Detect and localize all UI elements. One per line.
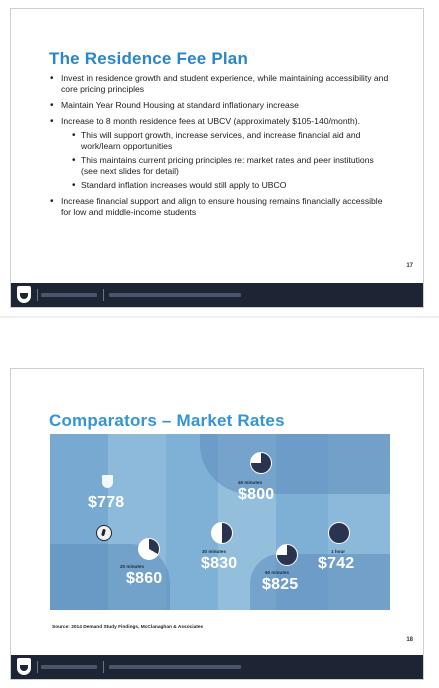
footer-wordmark [41, 293, 97, 297]
slide-title: The Residence Fee Plan [49, 49, 249, 68]
travel-time: 45 minutes [238, 480, 262, 485]
source-note: Source: 2014 Demand Study Findings, McClanaghan & Associates [52, 625, 204, 630]
bullet-item: • Invest in residence growth and student experience, while maintaining accessibility and core pricing principles [61, 73, 391, 95]
travel-time: 60 minutes [265, 570, 289, 575]
bullet-item [61, 116, 391, 191]
sub-bullet-item: • This will support growth, increase services, and increase financial aid and work/learn opportunities [81, 130, 391, 152]
travel-time: 30 minutes [202, 549, 226, 554]
travel-time: 1 hour [331, 549, 346, 554]
footer-divider [103, 289, 104, 301]
slide-footer [11, 283, 423, 307]
bullet-item: • Maintain Year Round Housing at standard inflationary increase [61, 100, 391, 111]
slide-title: Comparators – Market Rates [49, 411, 285, 430]
clock-pie-icon [211, 522, 233, 544]
bullet-text: • Increase to 8 month residence fees at UBCV (approximately $105-140/month). [61, 116, 361, 126]
bullet-item: • Increase financial support and align to ensure housing remains financially accessible for low and middle-income students [61, 196, 391, 218]
location-price: $860 [126, 570, 163, 587]
page-number: 18 [406, 637, 413, 643]
footer-department [109, 665, 241, 669]
location-price: $800 [238, 486, 275, 503]
sub-bullet-item: • Standard inflation increases would still apply to UBCO [81, 180, 391, 191]
ubc-crest-icon [102, 475, 113, 488]
footer-department [109, 293, 241, 297]
location-price: $742 [318, 555, 355, 572]
clock-pie-icon [328, 522, 350, 544]
slide-footer [11, 655, 423, 679]
walking-person-icon [96, 525, 112, 541]
map-landmass [200, 434, 390, 494]
sub-bullet-item: • This maintains current pricing principles re: market rates and peer institutions (see next slides for detail) [81, 155, 391, 177]
page-number: 17 [406, 263, 413, 269]
travel-time: 20 minutes [120, 564, 144, 569]
location-price: $825 [262, 576, 299, 593]
bullet-list [61, 73, 391, 223]
footer-wordmark [41, 665, 97, 669]
page-separator [0, 316, 439, 318]
location-price: $778 [88, 494, 125, 511]
footer-divider [37, 289, 38, 301]
slide-17 [10, 8, 424, 308]
comparator-map [50, 434, 390, 610]
footer-divider [37, 661, 38, 673]
clock-pie-icon [138, 538, 160, 560]
clock-pie-icon [276, 544, 298, 566]
clock-pie-icon [250, 452, 272, 474]
ubc-crest-icon [17, 286, 31, 303]
ubc-crest-icon [17, 658, 31, 675]
location-price: $830 [201, 555, 238, 572]
footer-divider [103, 661, 104, 673]
slide-18 [10, 368, 424, 680]
